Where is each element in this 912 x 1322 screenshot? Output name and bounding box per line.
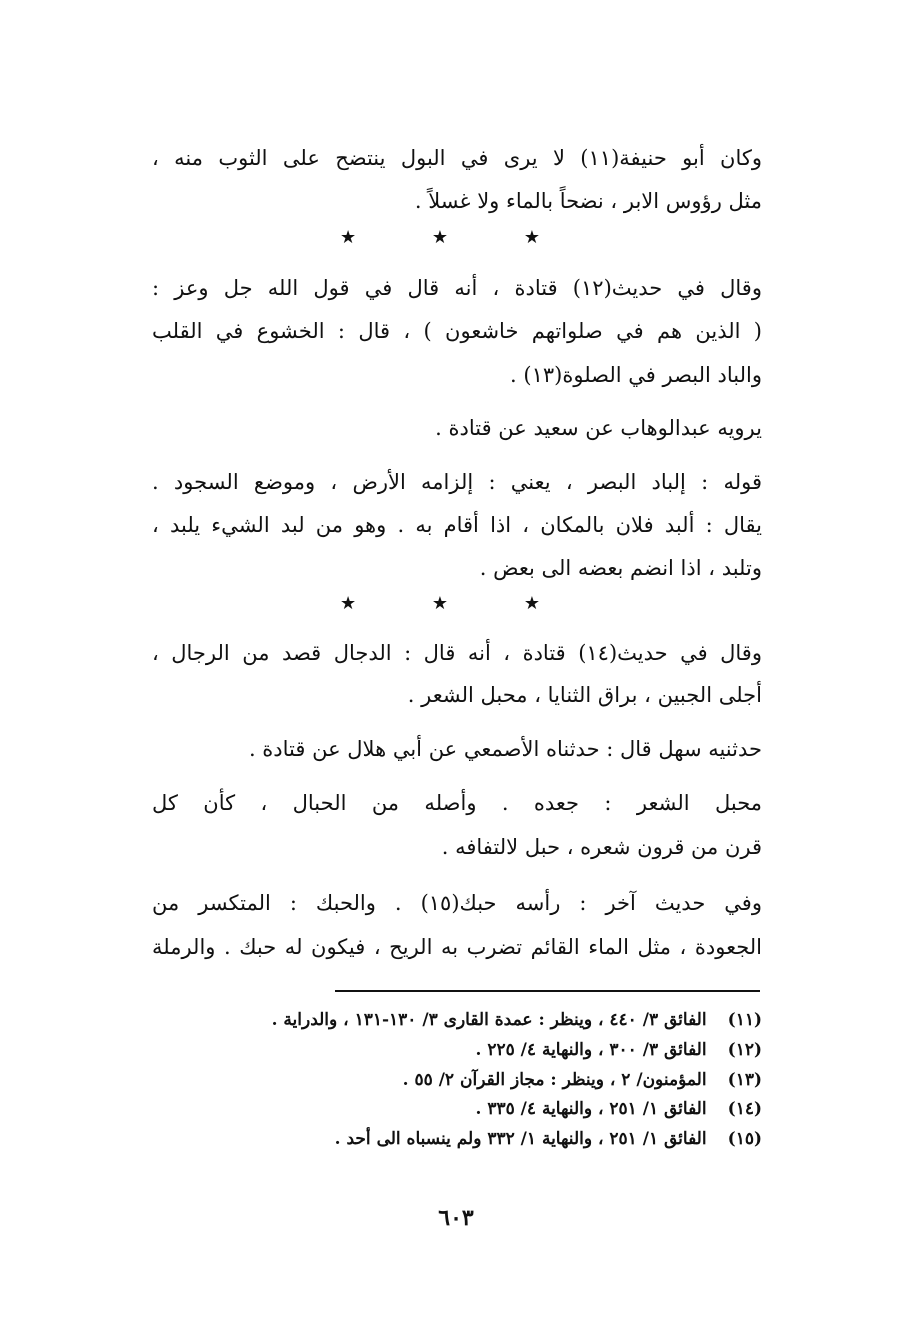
star-icon: ★ — [431, 593, 449, 614]
text-line: وفي حديث آخر : رأسه حبك(١٥) . والحبك : المتكسر من — [152, 891, 762, 915]
footnote-text: الفائق ١/ ٢٥١ ، والنهاية ٤/ ٣٣٥ . — [475, 1099, 707, 1119]
text-line: حدثنيه سهل قال : حدثناه الأصمعي عن أبي هلال عن قتادة . — [248, 737, 762, 761]
text-line: مثل رؤوس الابر ، نضحاً بالماء ولا غسلاً . — [414, 189, 762, 213]
text-line: الجعودة ، مثل الماء القائم تضرب به الريح ، فيكون له حبك . والرملة — [152, 935, 762, 959]
footnote — [112, 1038, 762, 1062]
footnote-number: (١١) — [727, 1010, 762, 1030]
footnote-text: الفائق ٣/ ٣٠٠ ، والنهاية ٤/ ٢٢٥ . — [475, 1040, 707, 1060]
footnote-number: (١٣) — [727, 1070, 762, 1090]
star-icon: ★ — [340, 593, 357, 614]
footnote-number: (١٢) — [727, 1040, 762, 1060]
page-number: ٦٠٣ — [438, 1205, 474, 1231]
footnote-text: الفائق ١/ ٢٥١ ، والنهاية ١/ ٣٣٢ ولم ينسباه الى أحد . — [334, 1129, 707, 1149]
text-line: وقال في حديث(١٤) قتادة ، أنه قال : الدجال قصد من الرجال ، — [152, 641, 762, 665]
footnote-separator — [335, 990, 760, 992]
text-line: وكان أبو حنيفة(١١) لا يرى في البول ينتضح على الثوب منه ، — [152, 146, 762, 170]
star-icon: ★ — [523, 227, 540, 248]
footnote-number: (١٥) — [727, 1129, 762, 1149]
text-line: وقال في حديث(١٢) قتادة ، أنه قال في قول الله جل وعز : — [152, 276, 762, 300]
text-line: يقال : ألبد فلان بالمكان ، اذا أقام به . وهو من لبد الشيء يلبد ، — [152, 513, 762, 537]
section-divider — [340, 228, 540, 248]
footnote-text: المؤمنون/ ٢ ، وينظر : مجاز القرآن ٢/ ٥٥ . — [402, 1070, 707, 1090]
star-icon: ★ — [523, 593, 540, 614]
text-line: قوله : إلباد البصر ، يعني : إلزامه الأرض ، وموضع السجود . — [152, 470, 762, 494]
star-icon: ★ — [431, 227, 449, 248]
footnote — [112, 1008, 762, 1032]
text-line: والباد البصر في الصلوة(١٣) . — [510, 363, 762, 387]
text-line: يرويه عبدالوهاب عن سعيد عن قتادة . — [435, 416, 762, 440]
text-line: قرن من قرون شعره ، حبل لالتفافه . — [441, 835, 762, 859]
footnote-text: الفائق ٣/ ٤٤٠ ، وينظر : عمدة القارى ٣/ ١٣٠-١٣١ ، والدراية . — [271, 1010, 707, 1030]
text-line: ( الذين هم في صلواتهم خاشعون ) ، قال : الخشوع في القلب — [152, 319, 762, 343]
text-line: محبل الشعر : جعده . وأصله من الحبال ، كأن كل — [152, 791, 762, 815]
footnote — [112, 1097, 762, 1121]
star-icon: ★ — [340, 227, 357, 248]
text-line: أجلى الجبين ، براق الثنايا ، محبل الشعر . — [407, 683, 762, 707]
footnote — [112, 1127, 762, 1151]
text-line: وتلبد ، اذا انضم بعضه الى بعض . — [479, 556, 762, 580]
footnote-number: (١٤) — [727, 1099, 762, 1119]
footnote — [112, 1068, 762, 1092]
section-divider — [340, 594, 540, 614]
